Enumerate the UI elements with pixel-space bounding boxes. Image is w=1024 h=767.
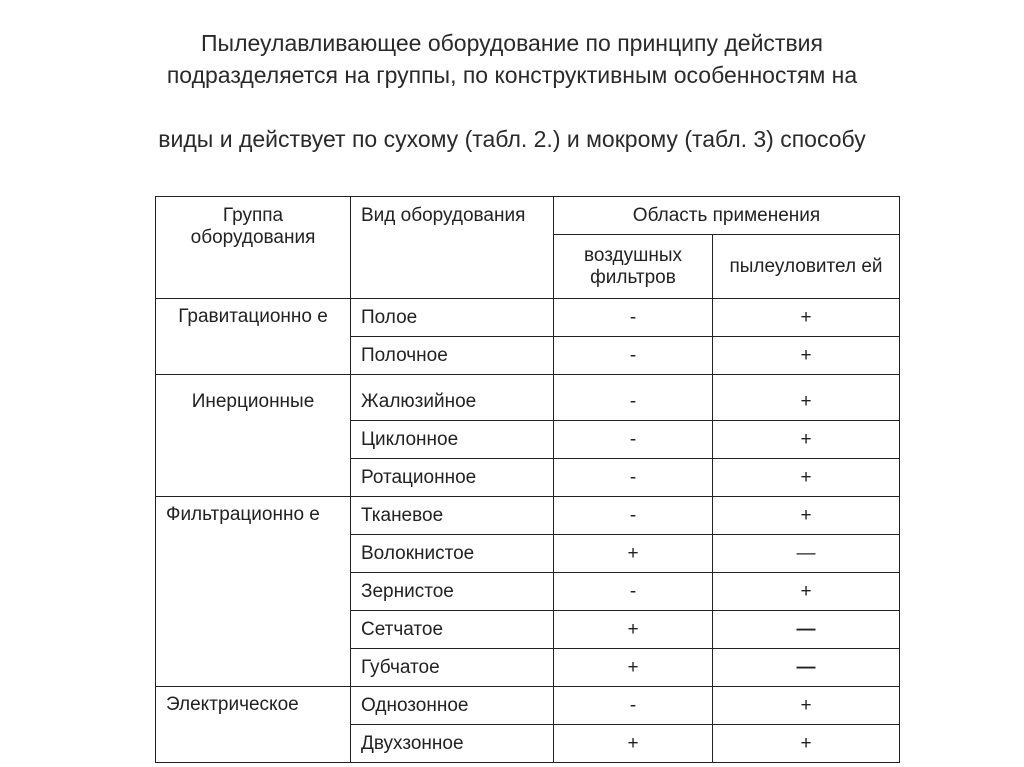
- group-electric: Электрическое: [156, 687, 351, 763]
- air-filter-mark: -: [554, 459, 713, 497]
- dust-collector-mark: —: [713, 535, 900, 573]
- kind-cell: Зернистое: [351, 573, 554, 611]
- dust-collector-mark: +: [713, 337, 900, 375]
- dust-collector-mark: +: [713, 459, 900, 497]
- dust-collector-mark: +: [713, 375, 900, 421]
- group-filtration: Фильтрационно е: [156, 497, 351, 687]
- header-group: Группа оборудования: [156, 197, 351, 299]
- kind-cell: Полое: [351, 299, 554, 337]
- air-filter-mark: -: [554, 337, 713, 375]
- heading-line-3: виды и действует по сухому (табл. 2.) и мокрому (табл. 3) способу: [158, 126, 866, 152]
- heading-line-2: подразделяется на группы, по конструктивным особенностям на: [166, 62, 858, 88]
- kind-cell: Двухзонное: [351, 725, 554, 763]
- table-row: [156, 299, 900, 337]
- dust-collector-mark: +: [713, 421, 900, 459]
- kind-cell: Волокнистое: [351, 535, 554, 573]
- header-row-1: [156, 197, 900, 235]
- dust-collector-mark: +: [713, 497, 900, 535]
- kind-cell: Однозонное: [351, 687, 554, 725]
- kind-cell: Жалюзийное: [351, 375, 554, 421]
- air-filter-mark: -: [554, 421, 713, 459]
- air-filter-mark: -: [554, 497, 713, 535]
- air-filter-mark: +: [554, 725, 713, 763]
- dust-collector-mark: +: [713, 573, 900, 611]
- table-row: [156, 497, 900, 535]
- kind-cell: Циклонное: [351, 421, 554, 459]
- group-gravity: Гравитационно е: [156, 299, 351, 375]
- table-row: [156, 687, 900, 725]
- heading-line-1: Пылеулавливающее оборудование по принципу действия: [201, 30, 823, 56]
- kind-cell: Ротационное: [351, 459, 554, 497]
- kind-cell: Полочное: [351, 337, 554, 375]
- dust-collector-mark: +: [713, 725, 900, 763]
- air-filter-mark: +: [554, 535, 713, 573]
- header-dust-collectors: пылеуловител ей: [713, 235, 900, 299]
- air-filter-mark: -: [554, 375, 713, 421]
- kind-cell: Сетчатое: [351, 611, 554, 649]
- kind-cell: Губчатое: [351, 649, 554, 687]
- air-filter-mark: -: [554, 687, 713, 725]
- kind-cell: Тканевое: [351, 497, 554, 535]
- air-filter-mark: +: [554, 611, 713, 649]
- table-row: [156, 375, 900, 421]
- dust-collector-mark: —: [713, 649, 900, 687]
- air-filter-mark: +: [554, 649, 713, 687]
- header-application-area: Область применения: [554, 197, 900, 235]
- equipment-table: [155, 196, 900, 763]
- header-air-filters: воздушных фильтров: [554, 235, 713, 299]
- air-filter-mark: -: [554, 299, 713, 337]
- air-filter-mark: -: [554, 573, 713, 611]
- dust-collector-mark: +: [713, 299, 900, 337]
- dust-collector-mark: —: [713, 611, 900, 649]
- group-inertial: Инерционные: [156, 375, 351, 497]
- dust-collector-mark: +: [713, 687, 900, 725]
- header-kind: Вид оборудования: [351, 197, 554, 299]
